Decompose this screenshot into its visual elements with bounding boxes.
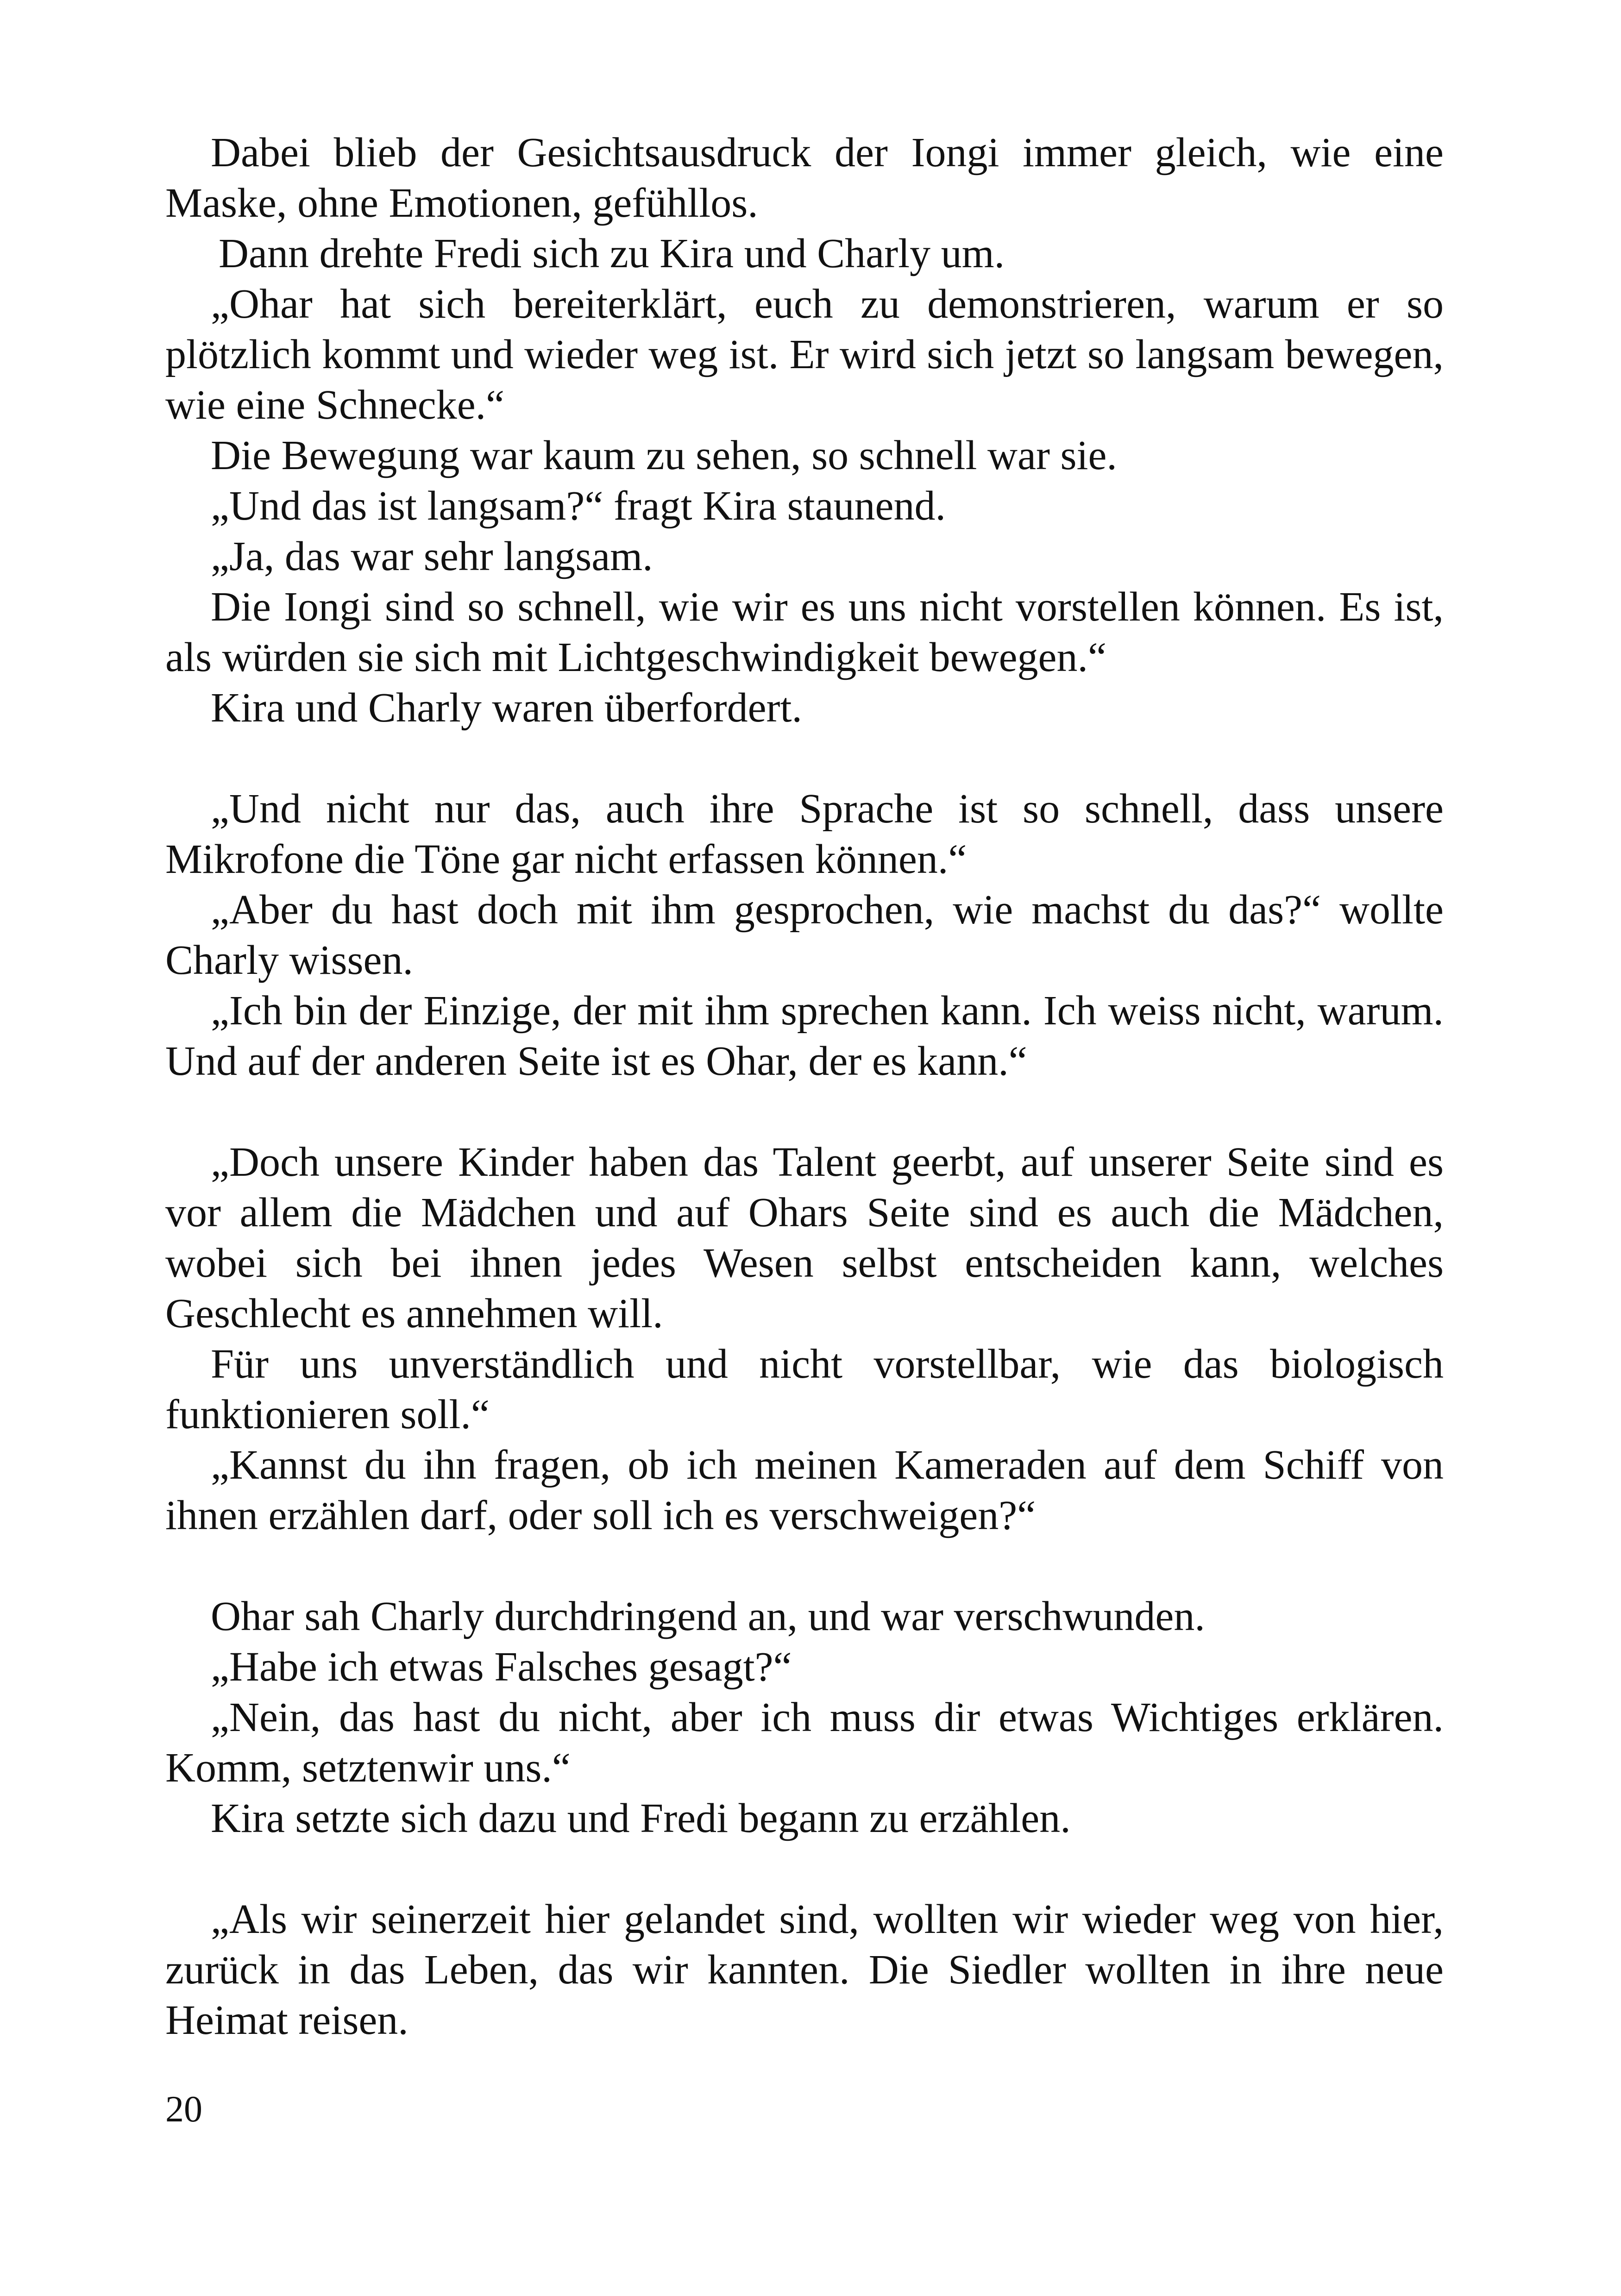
paragraph: „Doch unsere Kinder haben das Talent geerbt, auf unserer Seite sind es vor allem die Mädchen und auf Ohars Seite sind es auch die Mädchen, wobei sich bei ihnen jedes Wesen selbst entscheiden kann, welches Geschlecht es annehmen will. xyxy=(165,1139,1444,1336)
paragraph: Kira setzte sich dazu und Fredi begann zu erzählen. xyxy=(211,1795,1071,1841)
paragraph: Die Bewegung war kaum zu sehen, so schnell war sie. xyxy=(211,433,1117,478)
paragraph: Dabei blieb der Gesichtsausdruck der Iongi immer gleich, wie eine Maske, ohne Emotionen, gefühllos. xyxy=(165,130,1444,226)
paragraph: Für uns unverständlich und nicht vorstellbar, wie das biologisch funktionieren soll.“ xyxy=(165,1341,1444,1437)
paragraph: Dann drehte Fredi sich zu Kira und Charly um. xyxy=(219,231,1005,276)
paragraph-gap xyxy=(165,1541,1444,1591)
paragraph: „Als wir seinerzeit hier gelandet sind, wollten wir wieder weg von hier, zurück in das Leben, das wir kannten. Die Siedler wollten in ihre neue Heimat reisen. xyxy=(165,1896,1444,2043)
paragraph-gap xyxy=(165,733,1444,784)
page-number: 20 xyxy=(165,2089,202,2130)
paragraph: „Kannst du ihn fragen, ob ich meinen Kameraden auf dem Schiff von ihnen erzählen darf, oder soll ich es verschweigen?“ xyxy=(165,1442,1444,1538)
paragraph: „Ja, das war sehr langsam. xyxy=(211,533,653,579)
paragraph: Die Iongi sind so schnell, wie wir es uns nicht vorstellen können. Es ist, als würden sie sich mit Lichtgeschwindigkeit bewegen.“ xyxy=(165,584,1444,680)
paragraph: Kira und Charly waren überfordert. xyxy=(211,685,803,731)
paragraph-gap xyxy=(165,1086,1444,1137)
paragraph-gap xyxy=(165,1844,1444,1894)
paragraph: „Und das ist langsam?“ fragt Kira staunend. xyxy=(211,483,946,529)
paragraph: Ohar sah Charly durchdringend an, und war verschwunden. xyxy=(211,1593,1205,1639)
body-text xyxy=(165,127,1444,2045)
paragraph: „Habe ich etwas Falsches gesagt?“ xyxy=(211,1644,792,1690)
paragraph: „Nein, das hast du nicht, aber ich muss dir etwas Wichtiges erklären. Komm, setztenwir uns.“ xyxy=(165,1694,1444,1791)
paragraph: „Aber du hast doch mit ihm gesprochen, wie machst du das?“ wollte Charly wissen. xyxy=(165,887,1444,983)
paragraph: „Ich bin der Einzige, der mit ihm sprechen kann. Ich weiss nicht, warum. Und auf der anderen Seite ist es Ohar, der es kann.“ xyxy=(165,988,1444,1084)
paragraph: „Ohar hat sich bereiterklärt, euch zu demonstrieren, warum er so plötzlich kommt und wieder weg ist. Er wird sich jetzt so langsam bewegen, wie eine Schnecke.“ xyxy=(165,281,1444,428)
paragraph: „Und nicht nur das, auch ihre Sprache ist so schnell, dass unsere Mikrofone die Töne gar nicht erfassen können.“ xyxy=(165,786,1444,882)
